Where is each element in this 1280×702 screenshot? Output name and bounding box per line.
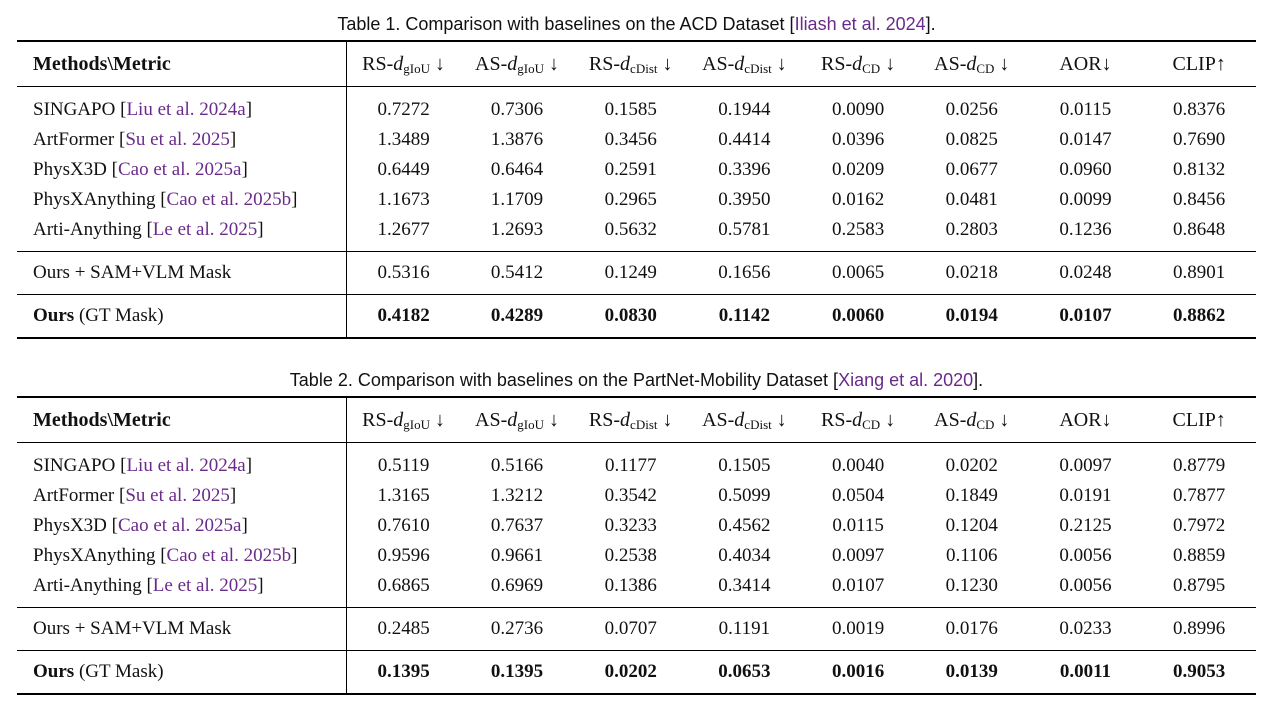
method-cite[interactable]: Liu et al. 2024a	[126, 99, 246, 120]
table-row	[17, 155, 1256, 185]
table-cell: 0.8859	[1173, 545, 1226, 566]
table-cell: 0.0960	[1059, 159, 1112, 180]
table-cell: 0.4289	[460, 295, 574, 339]
table-cell: 0.8862	[1142, 295, 1256, 339]
table-cell: 0.8996	[1142, 608, 1256, 651]
method-cite[interactable]: Le et al. 2025	[152, 219, 258, 240]
table-cell: 0.1395	[460, 651, 574, 695]
table-cell: 0.4414	[718, 129, 771, 150]
table-row-sam	[17, 608, 1256, 651]
header-col-4: $RS-d_{CD}$ ↓	[801, 397, 915, 443]
table-cell: 0.8901	[1142, 252, 1256, 295]
table-cell: 0.6865	[377, 575, 430, 596]
table-cell: 1.3165	[377, 485, 430, 506]
table-cell: 0.0097	[831, 545, 885, 566]
table-cell: 0.1395	[347, 651, 461, 695]
table-cell: 0.8376	[1173, 99, 1226, 120]
table-cell: 0.5099	[718, 485, 771, 506]
table-row	[17, 571, 1256, 601]
table-cell: 0.0233	[1029, 608, 1143, 651]
table-cell: 0.3542	[604, 485, 657, 506]
header-col-7: CLIP↑	[1142, 41, 1256, 87]
table-cell: 0.1230	[945, 575, 998, 596]
header-col-0: $RS-d_{gIoU}$ ↓	[347, 41, 461, 87]
method-name: Arti-Anything [Le et al. 2025]	[17, 215, 347, 245]
table-cell: 0.1236	[1059, 219, 1112, 240]
table-cell: 0.0209	[831, 159, 885, 180]
table-row	[17, 481, 1256, 511]
method-cite[interactable]: Su et al. 2025	[125, 485, 230, 506]
table-cell: 0.0090	[831, 99, 885, 120]
table-cell: 0.0040	[831, 455, 885, 476]
table-cell: 0.7610	[377, 515, 430, 536]
table-cell: 0.3396	[718, 159, 771, 180]
table-cell: 0.0139	[915, 651, 1029, 695]
table-cell: 0.8132	[1173, 159, 1226, 180]
table-1	[17, 10, 1256, 339]
header-col-2: $RS-d_{cDist}$ ↓	[574, 41, 688, 87]
header-col-3: $AS-d_{cDist}$ ↓	[688, 41, 802, 87]
table-cell: 1.1673	[377, 189, 430, 210]
method-name: SINGAPO [Liu et al. 2024a]	[17, 451, 347, 481]
method-name: Ours (GT Mask)	[17, 651, 347, 695]
table-2-caption-text: Table 2. Comparison with baselines on the PartNet-Mobility Dataset [	[289, 370, 839, 390]
table-1-caption-cite[interactable]: Iliash et al. 2024	[794, 14, 926, 34]
table-row	[17, 511, 1256, 541]
header-method: Methods\Metric	[17, 41, 347, 87]
table-cell: 0.2538	[604, 545, 657, 566]
table-cell: 0.1505	[718, 455, 771, 476]
header-col-1: $AS-d_{gIoU}$ ↓	[460, 397, 574, 443]
table-row-ours	[17, 295, 1256, 339]
header-col-6: AOR↓	[1029, 397, 1143, 443]
table-cell: 0.0115	[832, 515, 884, 536]
table-cell: 0.0016	[801, 651, 915, 695]
table-row	[17, 95, 1256, 125]
table-cell: 0.0504	[831, 485, 885, 506]
table-cell: 0.0194	[915, 295, 1029, 339]
method-name: Ours (GT Mask)	[17, 295, 347, 339]
table-cell: 0.5316	[347, 252, 461, 295]
table-cell: 0.2736	[460, 608, 574, 651]
table-cell: 0.5412	[460, 252, 574, 295]
table-cell: 0.0056	[1059, 575, 1112, 596]
table-cell: 0.0147	[1059, 129, 1112, 150]
table-cell: 0.8648	[1173, 219, 1226, 240]
table-cell: 0.4034	[718, 545, 771, 566]
method-cite[interactable]: Su et al. 2025	[125, 129, 230, 150]
table-cell: 0.1106	[946, 545, 998, 566]
header-col-1: $AS-d_{gIoU}$ ↓	[460, 41, 574, 87]
method-name: PhysXAnything [Cao et al. 2025b]	[17, 541, 347, 571]
table-2-caption-end: ].	[973, 370, 984, 390]
table-cell: 0.1249	[574, 252, 688, 295]
table-cell: 0.0653	[688, 651, 802, 695]
table-cell: 0.1656	[688, 252, 802, 295]
table-cell: 1.3876	[490, 129, 544, 150]
table-cell: 1.1709	[490, 189, 544, 210]
table-row	[17, 125, 1256, 155]
table-cell: 0.0019	[801, 608, 915, 651]
table-cell: 0.2591	[604, 159, 657, 180]
method-name: Ours + SAM+VLM Mask	[17, 252, 347, 295]
table-2	[17, 366, 1256, 695]
header-col-5: $AS-d_{CD}$ ↓	[915, 397, 1029, 443]
table-cell: 1.2693	[490, 219, 544, 240]
table-row	[17, 451, 1256, 481]
table-cell: 0.4562	[718, 515, 771, 536]
header-col-5: $AS-d_{CD}$ ↓	[915, 41, 1029, 87]
table-cell: 0.0248	[1029, 252, 1143, 295]
method-cite[interactable]: Cao et al. 2025a	[117, 515, 242, 536]
method-cite[interactable]: Cao et al. 2025a	[117, 159, 242, 180]
table-row-sam	[17, 252, 1256, 295]
method-name: SINGAPO [Liu et al. 2024a]	[17, 95, 347, 125]
table-cell: 0.0707	[574, 608, 688, 651]
table-cell: 0.0060	[801, 295, 915, 339]
method-name: PhysX3D [Cao et al. 2025a]	[17, 511, 347, 541]
table-cell: 0.7306	[490, 99, 544, 120]
method-cite[interactable]: Liu et al. 2024a	[126, 455, 246, 476]
table-cell: 0.0396	[831, 129, 885, 150]
table-cell: 0.7272	[377, 99, 430, 120]
table-cell: 0.1177	[604, 455, 657, 476]
method-cite[interactable]: Cao et al. 2025b	[166, 545, 292, 566]
table-cell: 0.0256	[945, 99, 998, 120]
table-2-header-row	[17, 397, 1256, 443]
table-cell: 1.2677	[377, 219, 430, 240]
table-1-grid	[17, 40, 1256, 339]
table-cell: 0.0202	[945, 455, 998, 476]
table-cell: 1.3212	[490, 485, 544, 506]
table-1-header-row	[17, 41, 1256, 87]
table-cell: 0.1204	[945, 515, 998, 536]
header-col-0: $RS-d_{gIoU}$ ↓	[347, 397, 461, 443]
header-col-6: AOR↓	[1029, 41, 1143, 87]
header-col-7: CLIP↑	[1142, 397, 1256, 443]
table-row-ours	[17, 651, 1256, 695]
table-cell: 0.0097	[1059, 455, 1112, 476]
table-cell: 0.0162	[831, 189, 885, 210]
table-cell: 0.0481	[945, 189, 998, 210]
table-2-caption	[17, 366, 1256, 396]
table-cell: 0.9596	[377, 545, 430, 566]
table-cell: 0.7637	[490, 515, 544, 536]
table-cell: 0.6449	[377, 159, 430, 180]
table-cell: 0.1585	[604, 99, 657, 120]
table-1-caption-text: Table 1. Comparison with baselines on the ACD Dataset [	[337, 14, 795, 34]
method-name: PhysXAnything [Cao et al. 2025b]	[17, 185, 347, 215]
table-row	[17, 541, 1256, 571]
table-cell: 0.3950	[718, 189, 771, 210]
table-cell: 0.3456	[604, 129, 657, 150]
table-cell: 0.2965	[604, 189, 657, 210]
table-cell: 0.2125	[1059, 515, 1112, 536]
table-1-caption	[17, 10, 1256, 40]
table-cell: 0.9053	[1142, 651, 1256, 695]
table-cell: 0.3233	[604, 515, 657, 536]
table-cell: 0.8779	[1173, 455, 1226, 476]
method-name: ArtFormer [Su et al. 2025]	[17, 481, 347, 511]
table-cell: 0.2583	[831, 219, 885, 240]
header-col-3: $AS-d_{cDist}$ ↓	[688, 397, 802, 443]
table-cell: 0.7690	[1173, 129, 1226, 150]
table-cell: 0.0107	[831, 575, 885, 596]
table-cell: 0.1191	[688, 608, 802, 651]
table-cell: 0.0176	[915, 608, 1029, 651]
table-cell: 0.2803	[945, 219, 998, 240]
table-cell: 1.3489	[377, 129, 430, 150]
table-cell: 0.5166	[490, 455, 544, 476]
table-2-caption-cite[interactable]: Xiang et al. 2020	[838, 370, 974, 390]
table-cell: 0.7972	[1173, 515, 1226, 536]
table-row	[17, 215, 1256, 245]
table-cell: 0.0099	[1059, 189, 1112, 210]
table-cell: 0.2485	[347, 608, 461, 651]
table-cell: 0.1849	[945, 485, 998, 506]
table-cell: 0.5632	[604, 219, 657, 240]
table-cell: 0.0218	[915, 252, 1029, 295]
table-cell: 0.1944	[718, 99, 771, 120]
method-name: Arti-Anything [Le et al. 2025]	[17, 571, 347, 601]
table-cell: 0.4182	[347, 295, 461, 339]
table-cell: 0.0065	[801, 252, 915, 295]
table-cell: 0.6969	[490, 575, 544, 596]
table-cell: 0.7877	[1173, 485, 1226, 506]
method-name: Ours + SAM+VLM Mask	[17, 608, 347, 651]
table-cell: 0.6464	[490, 159, 544, 180]
header-col-4: $RS-d_{CD}$ ↓	[801, 41, 915, 87]
table-cell: 0.0107	[1029, 295, 1143, 339]
table-cell: 0.3414	[718, 575, 771, 596]
method-cite[interactable]: Le et al. 2025	[152, 575, 258, 596]
table-cell: 0.0191	[1059, 485, 1112, 506]
table-cell: 0.0056	[1059, 545, 1112, 566]
table-row	[17, 185, 1256, 215]
table-cell: 0.0115	[1059, 99, 1112, 120]
table-cell: 0.5781	[718, 219, 771, 240]
table-cell: 0.1142	[688, 295, 802, 339]
header-col-2: $RS-d_{cDist}$ ↓	[574, 397, 688, 443]
method-cite[interactable]: Cao et al. 2025b	[166, 189, 292, 210]
table-cell: 0.8795	[1173, 575, 1226, 596]
table-cell: 0.9661	[490, 545, 544, 566]
table-cell: 0.0830	[574, 295, 688, 339]
table-cell: 0.1386	[604, 575, 657, 596]
table-cell: 0.0011	[1029, 651, 1143, 695]
table-cell: 0.0825	[945, 129, 998, 150]
table-cell: 0.0202	[574, 651, 688, 695]
method-name: PhysX3D [Cao et al. 2025a]	[17, 155, 347, 185]
method-name: ArtFormer [Su et al. 2025]	[17, 125, 347, 155]
table-cell: 0.8456	[1173, 189, 1226, 210]
header-method: Methods\Metric	[17, 397, 347, 443]
table-2-grid	[17, 396, 1256, 695]
table-1-caption-end: ].	[925, 14, 936, 34]
table-cell: 0.5119	[377, 455, 430, 476]
table-cell: 0.0677	[945, 159, 998, 180]
